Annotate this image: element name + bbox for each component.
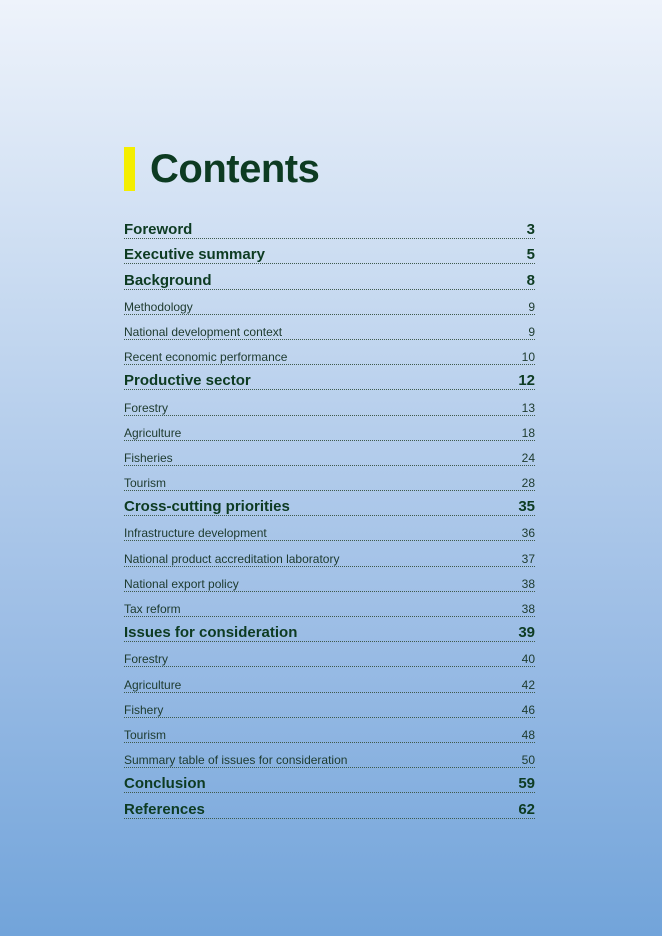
toc-entry-label: Agriculture <box>124 677 182 692</box>
toc-entry[interactable] <box>124 239 535 264</box>
toc-entry[interactable] <box>124 441 535 466</box>
toc-entry-label: Fishery <box>124 702 164 717</box>
toc-entry-label: Background <box>124 271 212 289</box>
toc-entry-label: Fisheries <box>124 450 173 465</box>
toc-entry[interactable] <box>124 592 535 617</box>
toc-entry-page-number: 35 <box>518 498 535 516</box>
toc-entry-page-number: 9 <box>528 324 535 339</box>
toc-entry-page-number: 42 <box>521 677 535 692</box>
toc-entry[interactable] <box>124 567 535 592</box>
table-of-contents <box>124 214 535 819</box>
toc-entry[interactable] <box>124 693 535 718</box>
toc-entry-page-number: 48 <box>521 727 535 742</box>
toc-entry-page-number: 38 <box>521 602 535 616</box>
toc-entry-page-number: 8 <box>526 271 535 289</box>
toc-entry-label: Forestry <box>124 400 169 415</box>
toc-entry-label: National product accreditation laboratory <box>124 551 340 566</box>
toc-entry-page-number: 37 <box>521 551 535 566</box>
toc-entry[interactable] <box>124 491 535 516</box>
toc-entry-label: Productive sector <box>124 372 251 390</box>
toc-entry-page-number: 50 <box>521 753 535 768</box>
toc-entry[interactable] <box>124 516 535 541</box>
toc-entry[interactable] <box>124 340 535 365</box>
toc-entry-page-number: 28 <box>521 476 535 491</box>
toc-entry-page-number: 9 <box>528 299 535 314</box>
toc-entry-page-number: 59 <box>518 775 535 793</box>
toc-entry[interactable] <box>124 365 535 390</box>
toc-entry-label: Tourism <box>124 727 167 742</box>
toc-entry[interactable] <box>124 290 535 315</box>
toc-entry[interactable] <box>124 466 535 491</box>
toc-entry-page-number: 62 <box>518 800 535 818</box>
toc-entry-label: Summary table of issues for consideration <box>124 753 348 768</box>
toc-entry[interactable] <box>124 390 535 415</box>
toc-entry-page-number: 40 <box>521 652 535 667</box>
toc-entry[interactable] <box>124 642 535 667</box>
toc-entry-label: Tourism <box>124 476 167 491</box>
toc-entry-page-number: 5 <box>526 246 535 264</box>
toc-entry-page-number: 3 <box>526 221 535 239</box>
toc-entry[interactable] <box>124 667 535 692</box>
page-title: Contents <box>150 147 320 191</box>
toc-entry[interactable] <box>124 718 535 743</box>
toc-entry-label: Recent economic performance <box>124 350 288 365</box>
toc-entry[interactable] <box>124 793 535 818</box>
toc-entry-page-number: 10 <box>521 350 535 365</box>
toc-entry[interactable] <box>124 214 535 239</box>
toc-entry-page-number: 13 <box>521 400 535 415</box>
toc-entry[interactable] <box>124 315 535 340</box>
toc-entry[interactable] <box>124 617 535 642</box>
toc-entry-label: Infrastructure development <box>124 526 267 541</box>
toc-entry-page-number: 12 <box>518 372 535 390</box>
toc-entry-page-number: 39 <box>518 624 535 642</box>
toc-entry-label: National development context <box>124 324 283 339</box>
toc-entry-label: National export policy <box>124 576 239 591</box>
toc-entry-label: Cross-cutting priorities <box>124 498 290 516</box>
toc-entry-label: Forestry <box>124 652 169 667</box>
toc-entry[interactable] <box>124 264 535 289</box>
toc-entry-page-number: 24 <box>521 450 535 465</box>
toc-entry-label: Executive summary <box>124 246 265 264</box>
toc-entry[interactable] <box>124 768 535 793</box>
toc-entry-page-number: 36 <box>521 526 535 541</box>
toc-entry[interactable] <box>124 416 535 441</box>
toc-entry-page-number: 18 <box>521 425 535 440</box>
contents-heading <box>124 146 319 192</box>
toc-entry-page-number: 38 <box>521 576 535 591</box>
toc-entry-label: Tax reform <box>124 602 181 616</box>
toc-entry[interactable] <box>124 743 535 768</box>
toc-entry-page-number: 46 <box>521 702 535 717</box>
toc-entry-label: Agriculture <box>124 425 182 440</box>
toc-entry-label: Methodology <box>124 299 193 314</box>
toc-entry-label: References <box>124 800 205 818</box>
toc-entry-label: Issues for consideration <box>124 624 298 642</box>
toc-entry-label: Foreword <box>124 221 193 239</box>
toc-entry-label: Conclusion <box>124 775 206 793</box>
accent-bar <box>124 147 135 191</box>
toc-entry[interactable] <box>124 541 535 566</box>
